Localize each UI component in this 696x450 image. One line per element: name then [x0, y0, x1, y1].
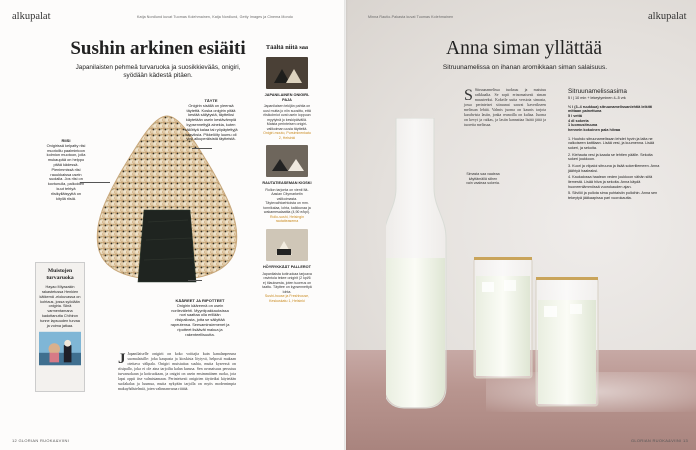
recipe-step: 3. Kuori ja viipaloi sitruuna ja lisää sokeriliemeen. Anna jäähtyä haaleaksi.: [568, 163, 660, 173]
sidebar-title: Täältä niitä saa: [265, 44, 309, 51]
left-page: [0, 0, 346, 450]
lead-paragraph: Japanilaisten pehmeä turvaruoka ja suosikkievääs, onigiri, syödään kädestä pitäen.: [75, 64, 241, 80]
section-tag: alkupalat: [648, 11, 687, 22]
right-page: [346, 0, 696, 450]
shop-photo: [266, 229, 308, 261]
shop-photo: [266, 57, 308, 89]
recipe-step: 5. Siivilöi ja pullota sima puhtaisiin pulloihin. Anna sen tekeytyä jääkaapissa pari vuorokautta.: [568, 191, 658, 200]
where-to-buy-sidebar: [262, 44, 312, 308]
film-still-image: [39, 331, 81, 366]
recipe-step: 2. Kiehauta vesi ja kaada se lehtien päälle. Sekoita sokeri joukkoon.: [568, 152, 653, 162]
spread-gutter: [344, 0, 348, 450]
ingredient-list: ½ l (3–4 ruukkua) sitruunamelissanlehtiä leikitti mittaan painettuna 5 l vettä 4 dl sokeria 1 luomusitruuna hennein kokoinen pala hiivaa: [568, 104, 653, 132]
recipe-step: 4. Kaukalossa haalean veden joukkoon vähän siitä liemestä. Lisää hiiva ja sekoita. Anna käydä huoneenlämmössä vuorokauden ajan.: [568, 175, 653, 189]
shop-address[interactable]: Onigiri-mouto, Pursiminenkatu 2, Helsinki: [263, 131, 311, 140]
shop-address[interactable]: Rollo-sushi, Helsingin rautatieasema: [269, 214, 305, 224]
page-title: Sushin arkinen esiäiti: [70, 38, 246, 59]
page-folio: GLORIAN RUOKA&VIINI 13: [630, 438, 688, 443]
annotation-filling: TÄYTE Onigirin sisällä on yleensä täytettä. Koska onigirin pitää kestää säilytystä, täytteiksi käytetään usein kestävämpiä kypsennettyjä ainekia, kuten säilöttyä kalaa tai ryöpäytettyjä kasviksia. Pikkelöity luumu oli yksi alkuperäisistä täytteistä.: [184, 98, 238, 142]
section-tag: alkupalat: [12, 11, 51, 22]
sidebar-item: JAPANILAINEN ONIGIRI-PAJA Japanilaisen tekijän pahtia on uusi mutta jo niin suosittu, että riisikolmiot ovat usein loppuun myytyinä jo keskipäivällä. Maista perinteisen onigiri-valikoiman uusia täytteitä. Onigiri-mouto, Pursiminenkatu 2, Helsinki: [262, 57, 312, 140]
recipe: [568, 88, 660, 202]
info-box-title: Muistojen turvaruoka: [46, 268, 74, 281]
intro-text: S Sitruunamelissa tuoksuu ja maistuu raikkaalta. Se sopii erinomaisesti siman mausteeksi. Kokeile uutta versiota simasta, jossa perinteiset sitruunat saavat kaverikseen melissan lehtiä. Valmis juoma on kaunis tarjota karahvista lasiin, jonka reunoilla on kultaa. Juoma on kevyt ja raikas, ja lasiin kannattaa lisätä jäitä ja tuoretta melissaa.: [464, 87, 546, 127]
credits: Katja Nordlund kuvat Tuomas Kolehmainen, Katja Nordlund, Getty Images ja Cinema Mondo: [137, 15, 293, 19]
shop-address[interactable]: Sushi-house ja Freshhouse, Keskuskatu 1, Helsinki: [264, 294, 310, 303]
photo-caption: Simasta saa vaaleaa käyttämällä siihen vain vaaleaa sokeria.: [466, 172, 500, 185]
info-box-text: Hayao Miyazakin rakastetussa Henkien kätkemä -elokuvassa on kohtaus, jossa syödään onigiria. Siinä varmentamana kadottanutta Chihiron tunne lapsuuden turvaa ja voima jatkaa.: [39, 285, 81, 328]
annotation-wrapping: KÄÄREET JA RIPOTTEET Onigirin kääreenä on usein norilevälehti. Myyntipakkauksissa nori saattaa olla erillään riisipallosta, jotta se säilyttää rapeutensa. Seesaminsiemenet ja ripotteet lisäävät makua ja rakenteellisuutta.: [170, 298, 230, 337]
shop-photo: [266, 145, 308, 177]
page-title: Anna siman yllättää: [446, 38, 602, 59]
sidebar-item: HÖYRYKKÄÄT PALLEROT Japanilaista kotiruokaa tarjoava ravintola tekee onigirit (2 kpl/6 e) tilauksesta, joten tuoreus on taattu. Täyttee on kypsennettyä lohta. Sushi-house ja Freshhouse, Keskuskatu 1, Helsinki: [262, 229, 312, 303]
sidebar-item: RAUTATIEASEMAN KIOSKI Rollon tarjonta on vienti Itä-Aasian Citymarketin valikoimasta. Täytevaihtoehtoista on mm. tonnikalaa, lohta, kalkkunaa ja wakamesalaattia (4,90 e/kpl). Rollo-sushi, Helsingin rautatieasema: [262, 145, 312, 224]
recipe-title: Sitruunamelissasima: [568, 88, 627, 95]
annotation-leader: [192, 148, 212, 149]
body-text: J Japanilaiselle onigirit on koko voittajia kuin kanalanperuna suomalaisille: joka kaupasta ja kioskista löytyvä, helposti mukaan otettava välipala. Onigiri muistuttaa sushia, mutta kyseessä on riisipallo, joka ei ole aina tarjoiltu kalan kanssa. Sen avonaisuus perustuu turvaruokaan ja kotiruokaan, ja onigiri on usein ensimmäinen ruoka, jota lapsi oppii itse valmistamaan. Perinteisesti onigirien täytteiksi käytetään suolakalaa ja luumua, mutta nykyään tarjolla on myös modernimpia makuyhdistelmiä, joten valinnanvaraa riittää.: [118, 351, 236, 391]
annotation-rice: RIISI Onigirissä kelpatty riisi muotoillu paalmintoon kolmion muotoon, jolla mukaupää on helppo pitää kädessä. Pienimmissä riisi rauukkaissa usein suolalla. Jos riisi on kovtunulla, palkoiden kuut tehtyä riisikylläisyyttä on kityllä riisiä.: [46, 138, 86, 201]
info-box: [35, 262, 85, 392]
credits: Minna Rautio-Pakasta kuvat Tuomas Kolehmainen: [368, 15, 454, 19]
recipe-meta: 5 l | 10 min + lekeytyminen 4–5 vrk: [568, 96, 626, 100]
lead-paragraph: Sitruunamelissa on ihanan aromikkaan siman salaisuus.: [442, 64, 608, 71]
annotation-leader: [188, 280, 202, 281]
recipe-step: 1. Huuhdo sitruunamelissan lehdet hyvin ja laita ne valkoiseen kattilaan. Lisää vesi, ja kuumenna. Lisää sokeri, ja sekoita.: [568, 136, 655, 150]
page-folio: 12 GLORIAN RUOKA&VIINI: [12, 438, 70, 443]
